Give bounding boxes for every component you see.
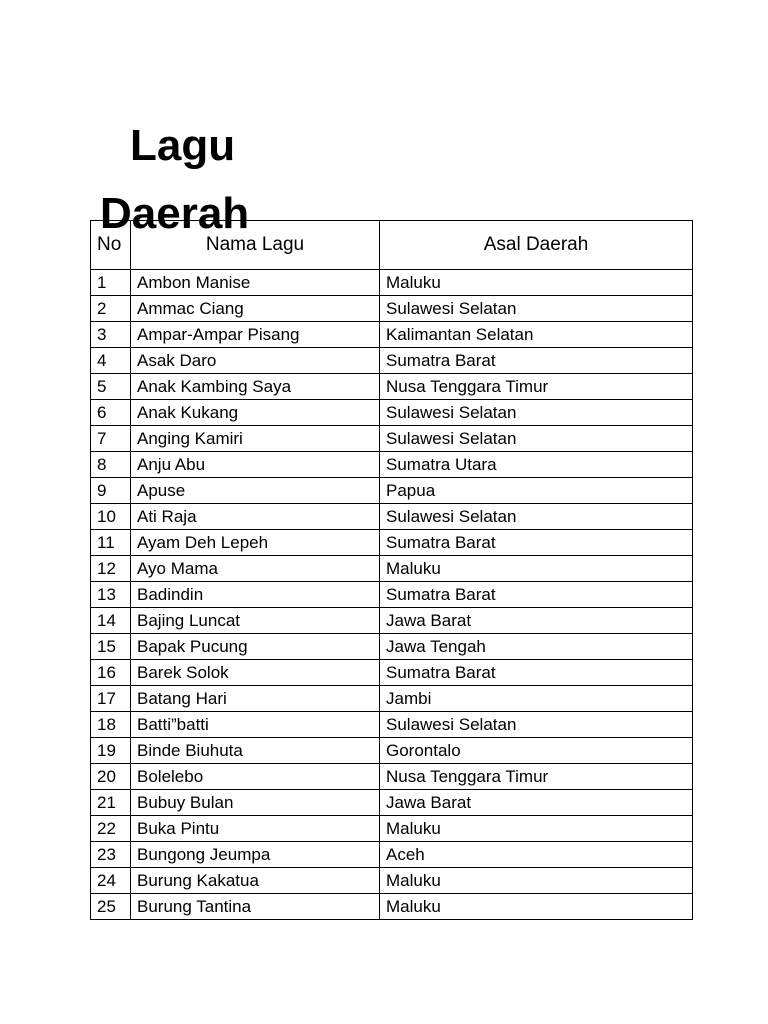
table-row bbox=[91, 322, 693, 348]
cell-no: 8 bbox=[91, 452, 131, 478]
cell-region: Kalimantan Selatan bbox=[380, 322, 693, 348]
cell-region: Sulawesi Selatan bbox=[380, 504, 693, 530]
cell-no: 15 bbox=[91, 634, 131, 660]
table-row bbox=[91, 582, 693, 608]
table-row bbox=[91, 400, 693, 426]
cell-region: Papua bbox=[380, 478, 693, 504]
cell-region: Nusa Tenggara Timur bbox=[380, 374, 693, 400]
cell-no: 18 bbox=[91, 712, 131, 738]
cell-no: 10 bbox=[91, 504, 131, 530]
cell-song-name: Buka Pintu bbox=[131, 816, 380, 842]
cell-song-name: Burung Tantina bbox=[131, 894, 380, 920]
cell-song-name: Apuse bbox=[131, 478, 380, 504]
cell-song-name: Ampar-Ampar Pisang bbox=[131, 322, 380, 348]
table-row bbox=[91, 608, 693, 634]
table-row bbox=[91, 868, 693, 894]
table-row bbox=[91, 686, 693, 712]
table-row bbox=[91, 530, 693, 556]
cell-no: 16 bbox=[91, 660, 131, 686]
cell-region: Sulawesi Selatan bbox=[380, 712, 693, 738]
cell-region: Sumatra Barat bbox=[380, 530, 693, 556]
cell-region: Sumatra Barat bbox=[380, 582, 693, 608]
cell-no: 5 bbox=[91, 374, 131, 400]
cell-region: Maluku bbox=[380, 894, 693, 920]
cell-region: Sulawesi Selatan bbox=[380, 296, 693, 322]
cell-no: 21 bbox=[91, 790, 131, 816]
cell-no: 4 bbox=[91, 348, 131, 374]
cell-song-name: Bapak Pucung bbox=[131, 634, 380, 660]
cell-song-name: Bolelebo bbox=[131, 764, 380, 790]
cell-song-name: Bubuy Bulan bbox=[131, 790, 380, 816]
cell-song-name: Bajing Luncat bbox=[131, 608, 380, 634]
cell-song-name: Ayam Deh Lepeh bbox=[131, 530, 380, 556]
cell-no: 25 bbox=[91, 894, 131, 920]
cell-no: 22 bbox=[91, 816, 131, 842]
cell-song-name: Batang Hari bbox=[131, 686, 380, 712]
cell-no: 1 bbox=[91, 270, 131, 296]
table-row bbox=[91, 738, 693, 764]
table-row bbox=[91, 764, 693, 790]
table-row bbox=[91, 842, 693, 868]
table-row bbox=[91, 270, 693, 296]
cell-no: 23 bbox=[91, 842, 131, 868]
table-row bbox=[91, 452, 693, 478]
cell-song-name: Burung Kakatua bbox=[131, 868, 380, 894]
table-row bbox=[91, 894, 693, 920]
header-song-name: Nama Lagu bbox=[131, 221, 380, 270]
cell-song-name: Ambon Manise bbox=[131, 270, 380, 296]
cell-region: Jawa Barat bbox=[380, 790, 693, 816]
cell-region: Jambi bbox=[380, 686, 693, 712]
page-title-line-1: Lagu bbox=[130, 121, 236, 170]
cell-song-name: Anju Abu bbox=[131, 452, 380, 478]
cell-region: Sumatra Barat bbox=[380, 660, 693, 686]
cell-song-name: Anak Kukang bbox=[131, 400, 380, 426]
table-row bbox=[91, 556, 693, 582]
cell-song-name: Barek Solok bbox=[131, 660, 380, 686]
cell-region: Sumatra Utara bbox=[380, 452, 693, 478]
header-region: Asal Daerah bbox=[380, 221, 693, 270]
cell-no: 3 bbox=[91, 322, 131, 348]
cell-no: 6 bbox=[91, 400, 131, 426]
table-row bbox=[91, 790, 693, 816]
cell-region: Jawa Tengah bbox=[380, 634, 693, 660]
cell-no: 20 bbox=[91, 764, 131, 790]
cell-no: 12 bbox=[91, 556, 131, 582]
cell-song-name: Anging Kamiri bbox=[131, 426, 380, 452]
cell-song-name: Ati Raja bbox=[131, 504, 380, 530]
cell-song-name: Ayo Mama bbox=[131, 556, 380, 582]
table-row bbox=[91, 816, 693, 842]
cell-region: Maluku bbox=[380, 816, 693, 842]
cell-song-name: Badindin bbox=[131, 582, 380, 608]
cell-song-name: Binde Biuhuta bbox=[131, 738, 380, 764]
table-body bbox=[91, 270, 693, 920]
cell-region: Maluku bbox=[380, 556, 693, 582]
cell-song-name: Asak Daro bbox=[131, 348, 380, 374]
cell-region: Sumatra Barat bbox=[380, 348, 693, 374]
table-row bbox=[91, 504, 693, 530]
header-no: No bbox=[91, 221, 131, 270]
cell-no: 11 bbox=[91, 530, 131, 556]
cell-no: 7 bbox=[91, 426, 131, 452]
table-row bbox=[91, 426, 693, 452]
cell-no: 13 bbox=[91, 582, 131, 608]
cell-no: 2 bbox=[91, 296, 131, 322]
table-row bbox=[91, 348, 693, 374]
cell-region: Maluku bbox=[380, 270, 693, 296]
cell-region: Sulawesi Selatan bbox=[380, 426, 693, 452]
cell-song-name: Bungong Jeumpa bbox=[131, 842, 380, 868]
table-row bbox=[91, 478, 693, 504]
table-row bbox=[91, 296, 693, 322]
cell-song-name: Anak Kambing Saya bbox=[131, 374, 380, 400]
cell-no: 14 bbox=[91, 608, 131, 634]
cell-region: Maluku bbox=[380, 868, 693, 894]
header-row bbox=[91, 221, 693, 270]
cell-no: 17 bbox=[91, 686, 131, 712]
cell-region: Aceh bbox=[380, 842, 693, 868]
cell-no: 19 bbox=[91, 738, 131, 764]
cell-region: Jawa Barat bbox=[380, 608, 693, 634]
cell-region: Sulawesi Selatan bbox=[380, 400, 693, 426]
cell-region: Gorontalo bbox=[380, 738, 693, 764]
cell-no: 24 bbox=[91, 868, 131, 894]
cell-no: 9 bbox=[91, 478, 131, 504]
songs-table bbox=[90, 220, 693, 920]
cell-region: Nusa Tenggara Timur bbox=[380, 764, 693, 790]
table-row bbox=[91, 712, 693, 738]
table-row bbox=[91, 660, 693, 686]
page-title-line-2: Daerah bbox=[100, 189, 250, 238]
cell-song-name: Batti”batti bbox=[131, 712, 380, 738]
table-row bbox=[91, 374, 693, 400]
cell-song-name: Ammac Ciang bbox=[131, 296, 380, 322]
table-row bbox=[91, 634, 693, 660]
